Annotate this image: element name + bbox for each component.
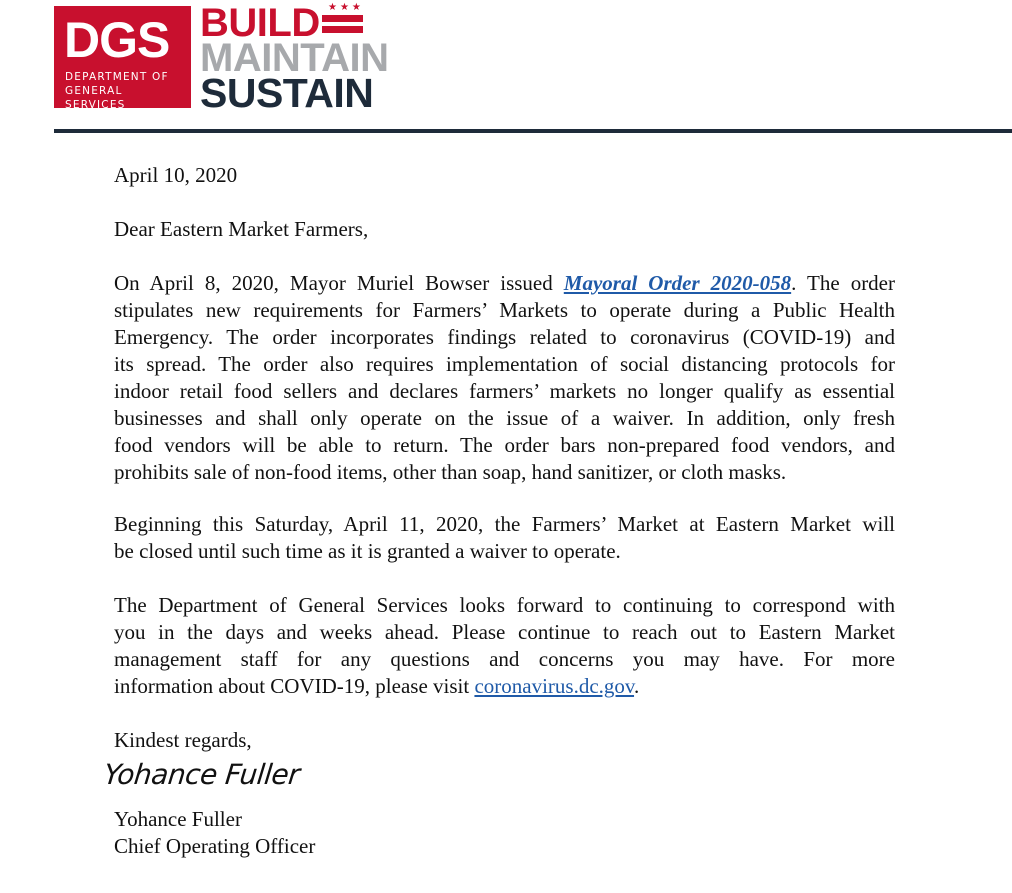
paragraph-line: stipulates new requirements for Farmers’ Markets to operate during a Public Health — [114, 298, 895, 322]
text-run: information about COVID-19, please visit — [114, 674, 475, 698]
paragraph-line: management staff for any questions and concerns you may have. For more — [114, 647, 895, 671]
paragraph-line: Emergency. The order incorporates findings related to coronavirus (COVID-19) and — [114, 325, 895, 349]
signer-title: Chief Operating Officer — [114, 834, 316, 858]
paragraph-line: indoor retail food sellers and declares farmers’ markets no longer qualify as essential — [114, 379, 895, 403]
tagline-sustain: SUSTAIN — [200, 70, 374, 116]
paragraph-line: you in the days and weeks ahead. Please continue to reach out to Eastern Market — [114, 620, 895, 644]
header-divider — [54, 129, 1012, 133]
letter-date: April 10, 2020 — [114, 163, 238, 187]
signature: Yohance Fuller — [102, 758, 302, 791]
mayoral-order-link[interactable]: Mayoral Order 2020-058 — [563, 271, 792, 295]
paragraph-line: Beginning this Saturday, April 11, 2020, the Farmers’ Market at Eastern Market will — [114, 512, 895, 536]
text-run: . The order — [791, 271, 896, 295]
paragraph-contact — [114, 592, 895, 700]
paragraph-line: its spread. The order also requires implementation of social distancing protocols for — [114, 352, 895, 376]
text-run: . — [634, 674, 640, 698]
tagline-build: BUILD — [200, 1, 320, 45]
logo-department-name — [65, 70, 185, 112]
text-run: On April 8, 2020, Mayor Muriel Bowser issued — [114, 271, 564, 295]
paragraph-line: food vendors will be able to return. The order bars non-prepared food vendors, and — [114, 433, 895, 457]
logo-abbreviation: DGS — [64, 12, 170, 68]
paragraph-line — [114, 673, 895, 700]
dgs-logo — [54, 6, 191, 111]
paragraph-line: be closed until such time as it is granted a waiver to operate. — [114, 539, 621, 563]
coronavirus-site-link[interactable]: coronavirus.dc.gov — [474, 674, 635, 698]
logo-dept-line2: GENERAL SERVICES — [65, 85, 126, 111]
flag-stars: ★★★ — [328, 2, 364, 13]
paragraph-line: businesses and shall only operate on the issue of a waiver. In addition, only fresh — [114, 406, 895, 430]
tagline-maintain: MAINTAIN — [200, 36, 389, 80]
paragraph-order — [114, 270, 895, 486]
paragraph-line: prohibits sale of non-food items, other than soap, hand sanitizer, or cloth masks. — [114, 460, 787, 484]
signer-name: Yohance Fuller — [114, 807, 242, 831]
dc-flag-icon — [322, 2, 364, 35]
salutation: Dear Eastern Market Farmers, — [114, 217, 369, 241]
paragraph-line — [114, 270, 895, 297]
paragraph-closure — [114, 511, 895, 565]
logo-dept-line1: DEPARTMENT OF — [65, 71, 169, 83]
paragraph-line: The Department of General Services looks forward to continuing to correspond with — [114, 593, 895, 617]
closing: Kindest regards, — [114, 728, 252, 752]
